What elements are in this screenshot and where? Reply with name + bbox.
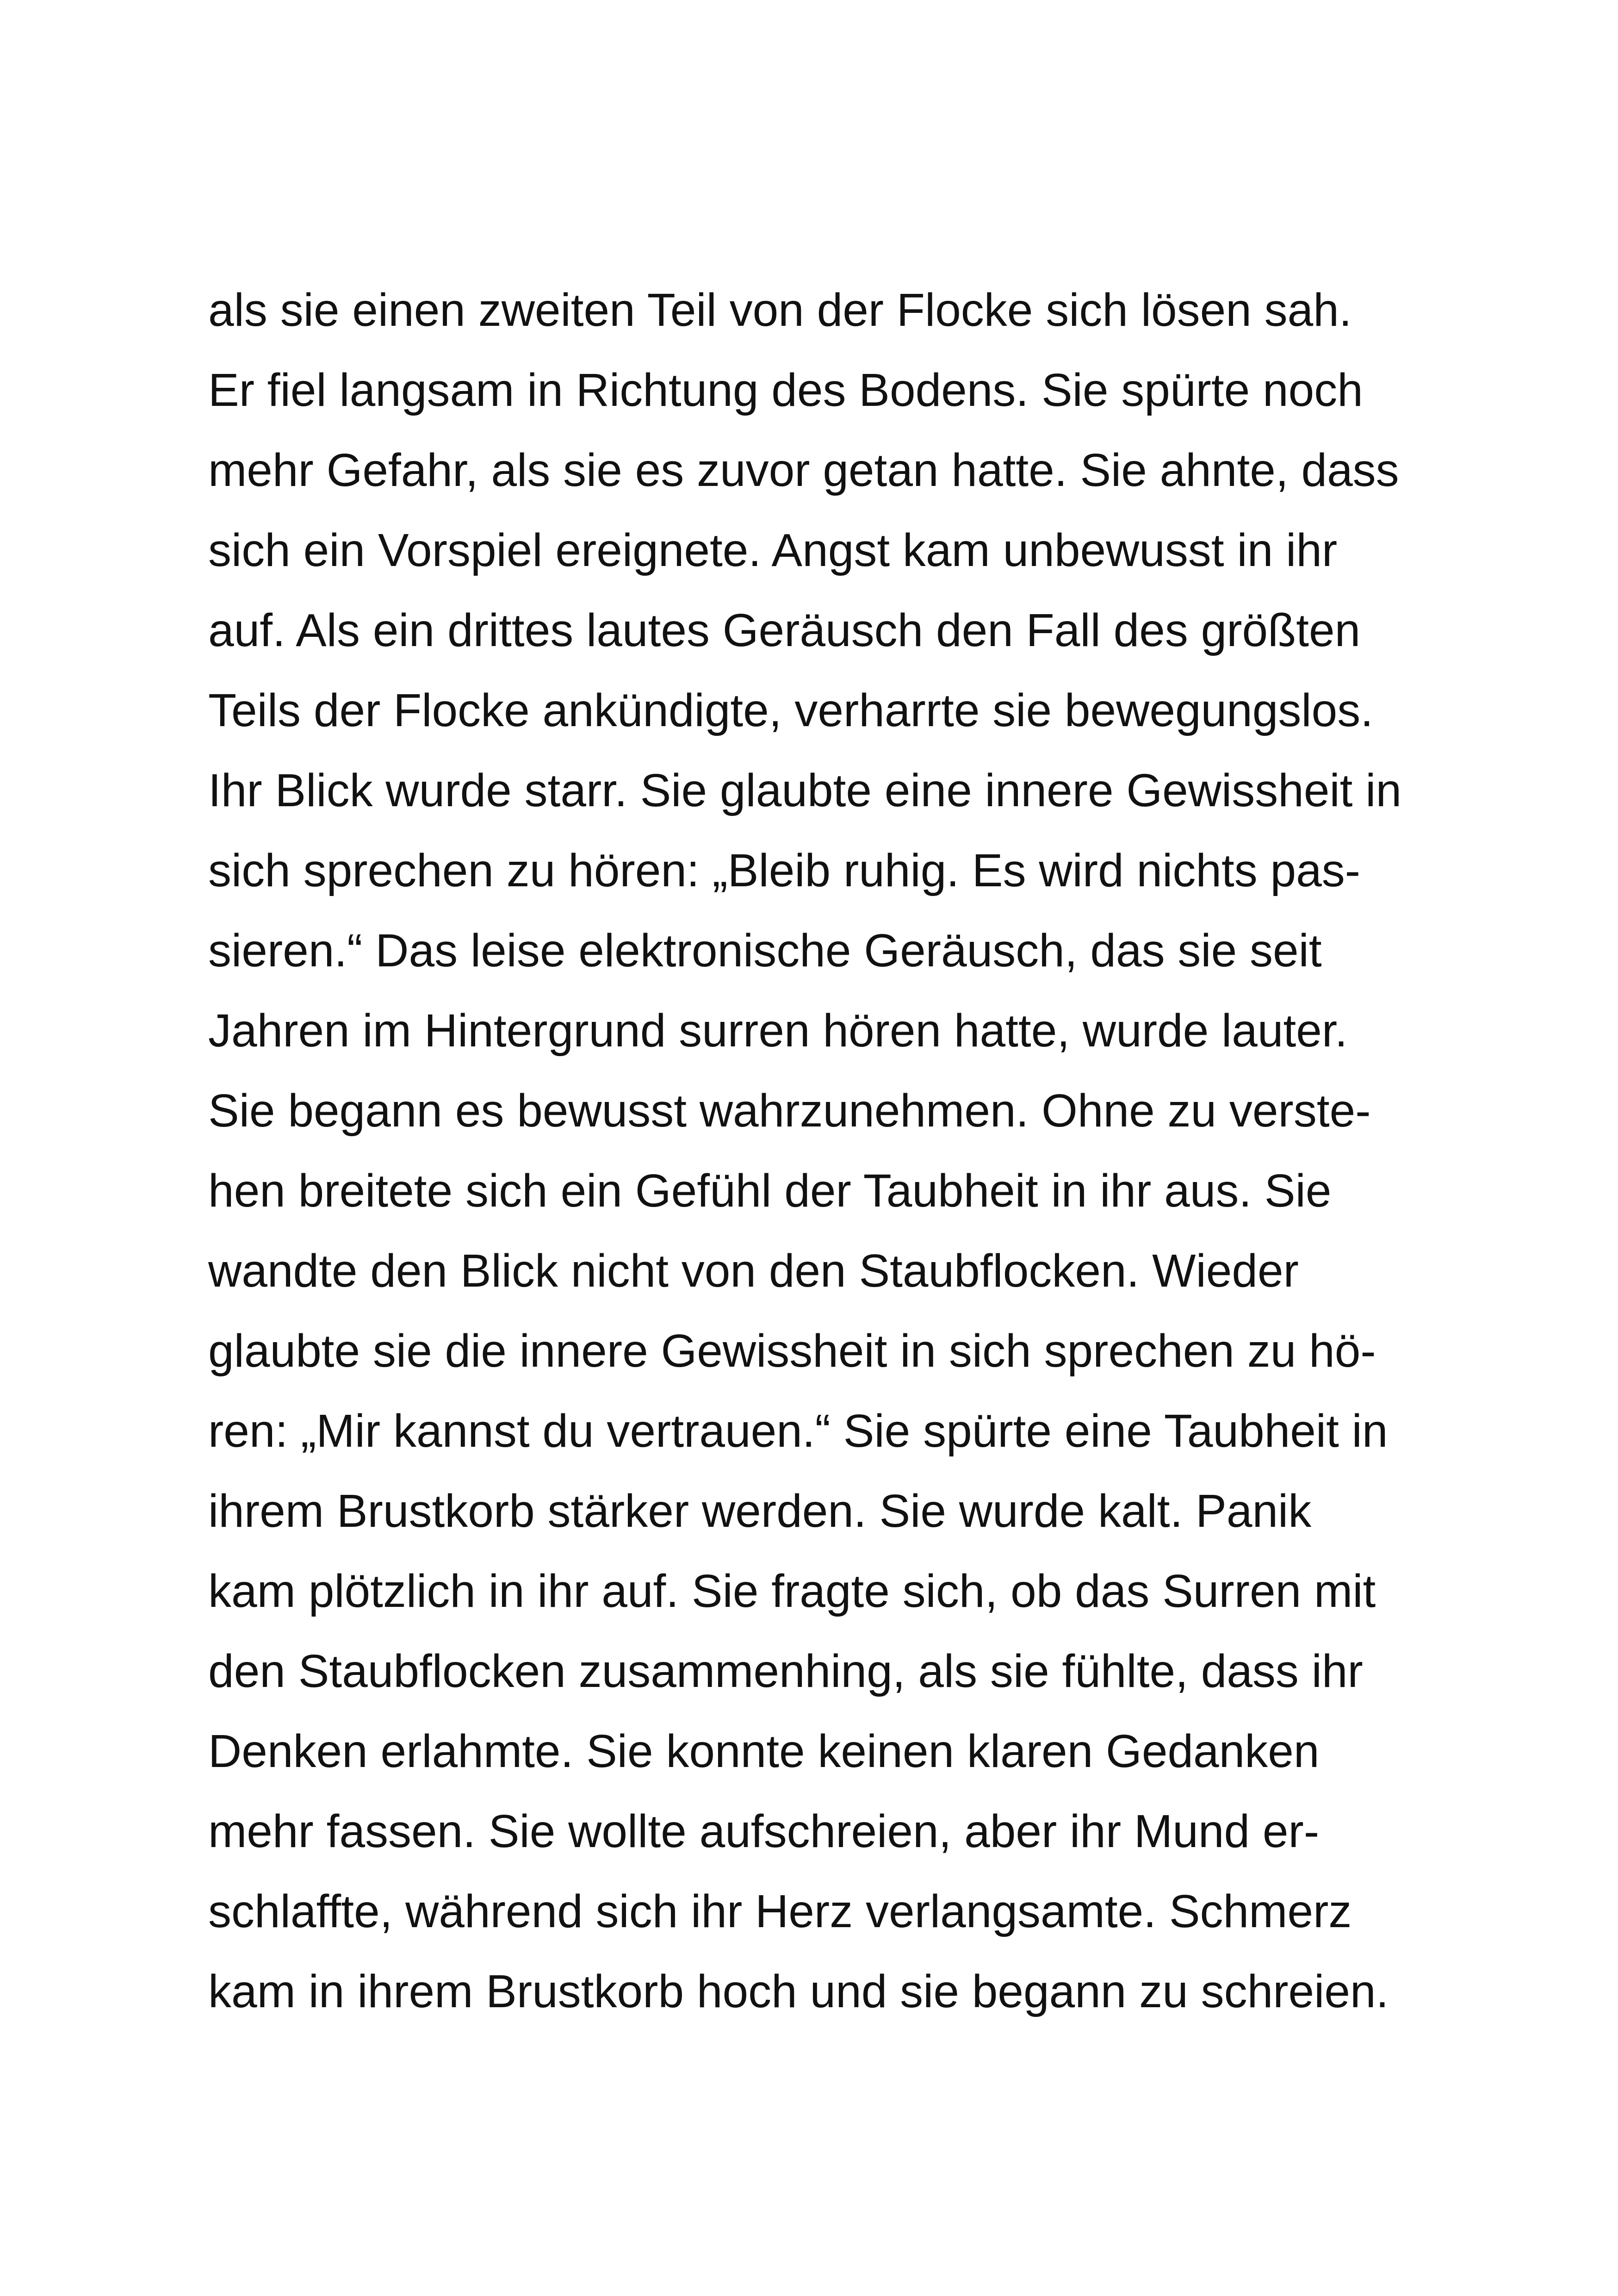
- text-line: kam in ihrem Brustkorb hoch und sie begann zu schreien.: [208, 1966, 1389, 2017]
- text-line: mehr fassen. Sie wollte aufschreien, aber ihr Mund er-: [208, 1805, 1320, 1857]
- text-line: Jahren im Hintergrund surren hören hatte, wurde lauter.: [208, 1005, 1348, 1057]
- text-line: ihrem Brustkorb stärker werden. Sie wurde kalt. Panik: [208, 1485, 1312, 1537]
- text-line: sieren.“ Das leise elektronische Geräusch, das sie seit: [208, 925, 1322, 977]
- text-line: hen breitete sich ein Gefühl der Taubheit in ihr aus. Sie: [208, 1165, 1332, 1217]
- text-line: mehr Gefahr, als sie es zuvor getan hatte. Sie ahnte, dass: [208, 444, 1399, 496]
- text-line: als sie einen zweiten Teil von der Flocke sich lösen sah.: [208, 284, 1352, 336]
- text-line: Teils der Flocke ankündigte, verharrte sie bewegungslos.: [208, 684, 1374, 736]
- text-line: wandte den Blick nicht von den Staubflocken. Wieder: [208, 1245, 1299, 1297]
- text-line: Sie begann es bewusst wahrzunehmen. Ohne zu verste-: [208, 1085, 1371, 1137]
- text-line: sich ein Vorspiel ereignete. Angst kam unbewusst in ihr: [208, 524, 1338, 576]
- text-line: den Staubflocken zusammenhing, als sie fühlte, dass ihr: [208, 1645, 1363, 1697]
- text-line: glaubte sie die innere Gewissheit in sich sprechen zu hö-: [208, 1325, 1376, 1377]
- text-line: schlaffte, während sich ihr Herz verlangsamte. Schmerz: [208, 1885, 1352, 1937]
- text-line: Er fiel langsam in Richtung des Bodens. Sie spürte noch: [208, 364, 1363, 416]
- text-line: auf. Als ein drittes lautes Geräusch den Fall des größten: [208, 604, 1361, 656]
- text-line: Ihr Blick wurde starr. Sie glaubte eine innere Gewissheit in: [208, 765, 1402, 816]
- text-line: ren: „Mir kannst du vertrauen.“ Sie spürte eine Taubheit in: [208, 1405, 1388, 1457]
- text-line: Denken erlahmte. Sie konnte keinen klaren Gedanken: [208, 1725, 1320, 1777]
- text-line: sich sprechen zu hören: „Bleib ruhig. Es wird nichts pas-: [208, 845, 1361, 896]
- text-line: kam plötzlich in ihr auf. Sie fragte sich, ob das Surren mit: [208, 1565, 1376, 1617]
